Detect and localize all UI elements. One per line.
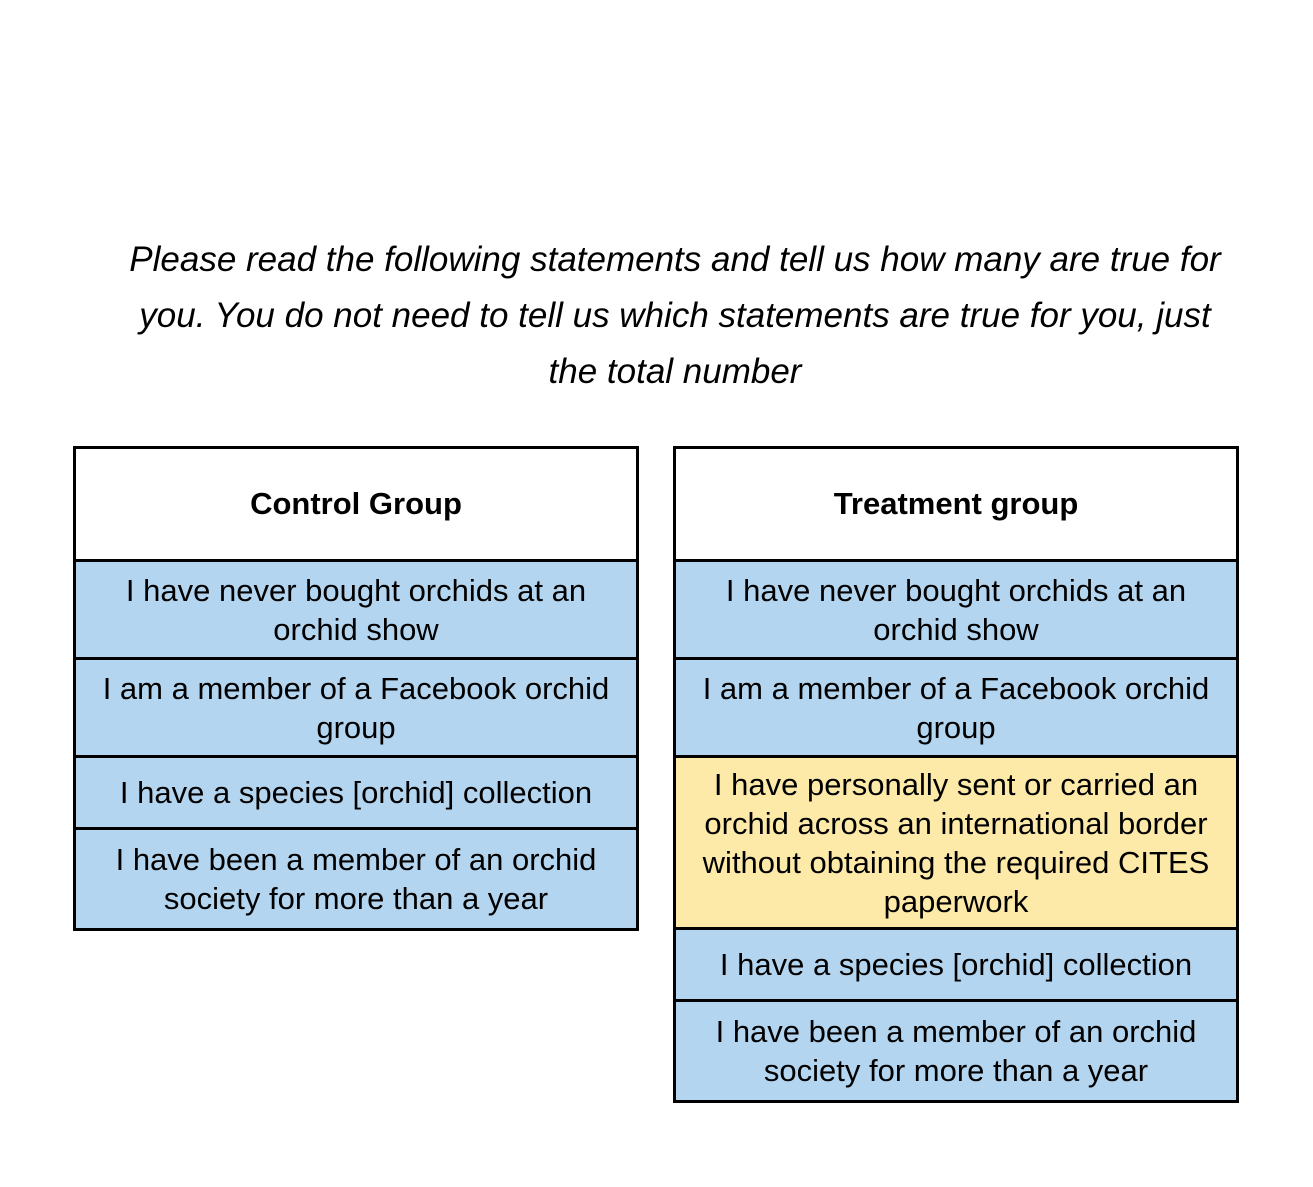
treatment-item-sensitive: I have personally sent or carried an orchid across an international border without obtaining the required CITES paperwork [676,758,1236,930]
instruction-text: Please read the following statements and tell us how many are true for you. You do not need to tell us which statements are true for you, just the total number [129,240,1221,391]
control-item-2: I am a member of a Facebook orchid group [76,660,636,758]
control-group-box [73,446,639,931]
treatment-item-1: I have never bought orchids at an orchid show [676,562,1236,660]
treatment-item-2: I am a member of a Facebook orchid group [676,660,1236,758]
control-item-1: I have never bought orchids at an orchid show [76,562,636,660]
treatment-item-4: I have a species [orchid] collection [676,930,1236,1002]
control-group-title: Control Group [76,449,636,562]
treatment-item-5: I have been a member of an orchid society for more than a year [676,1002,1236,1100]
control-item-4: I have been a member of an orchid society for more than a year [76,830,636,928]
treatment-group-box [673,446,1239,1103]
treatment-group-title: Treatment group [676,449,1236,562]
control-item-3: I have a species [orchid] collection [76,758,636,830]
